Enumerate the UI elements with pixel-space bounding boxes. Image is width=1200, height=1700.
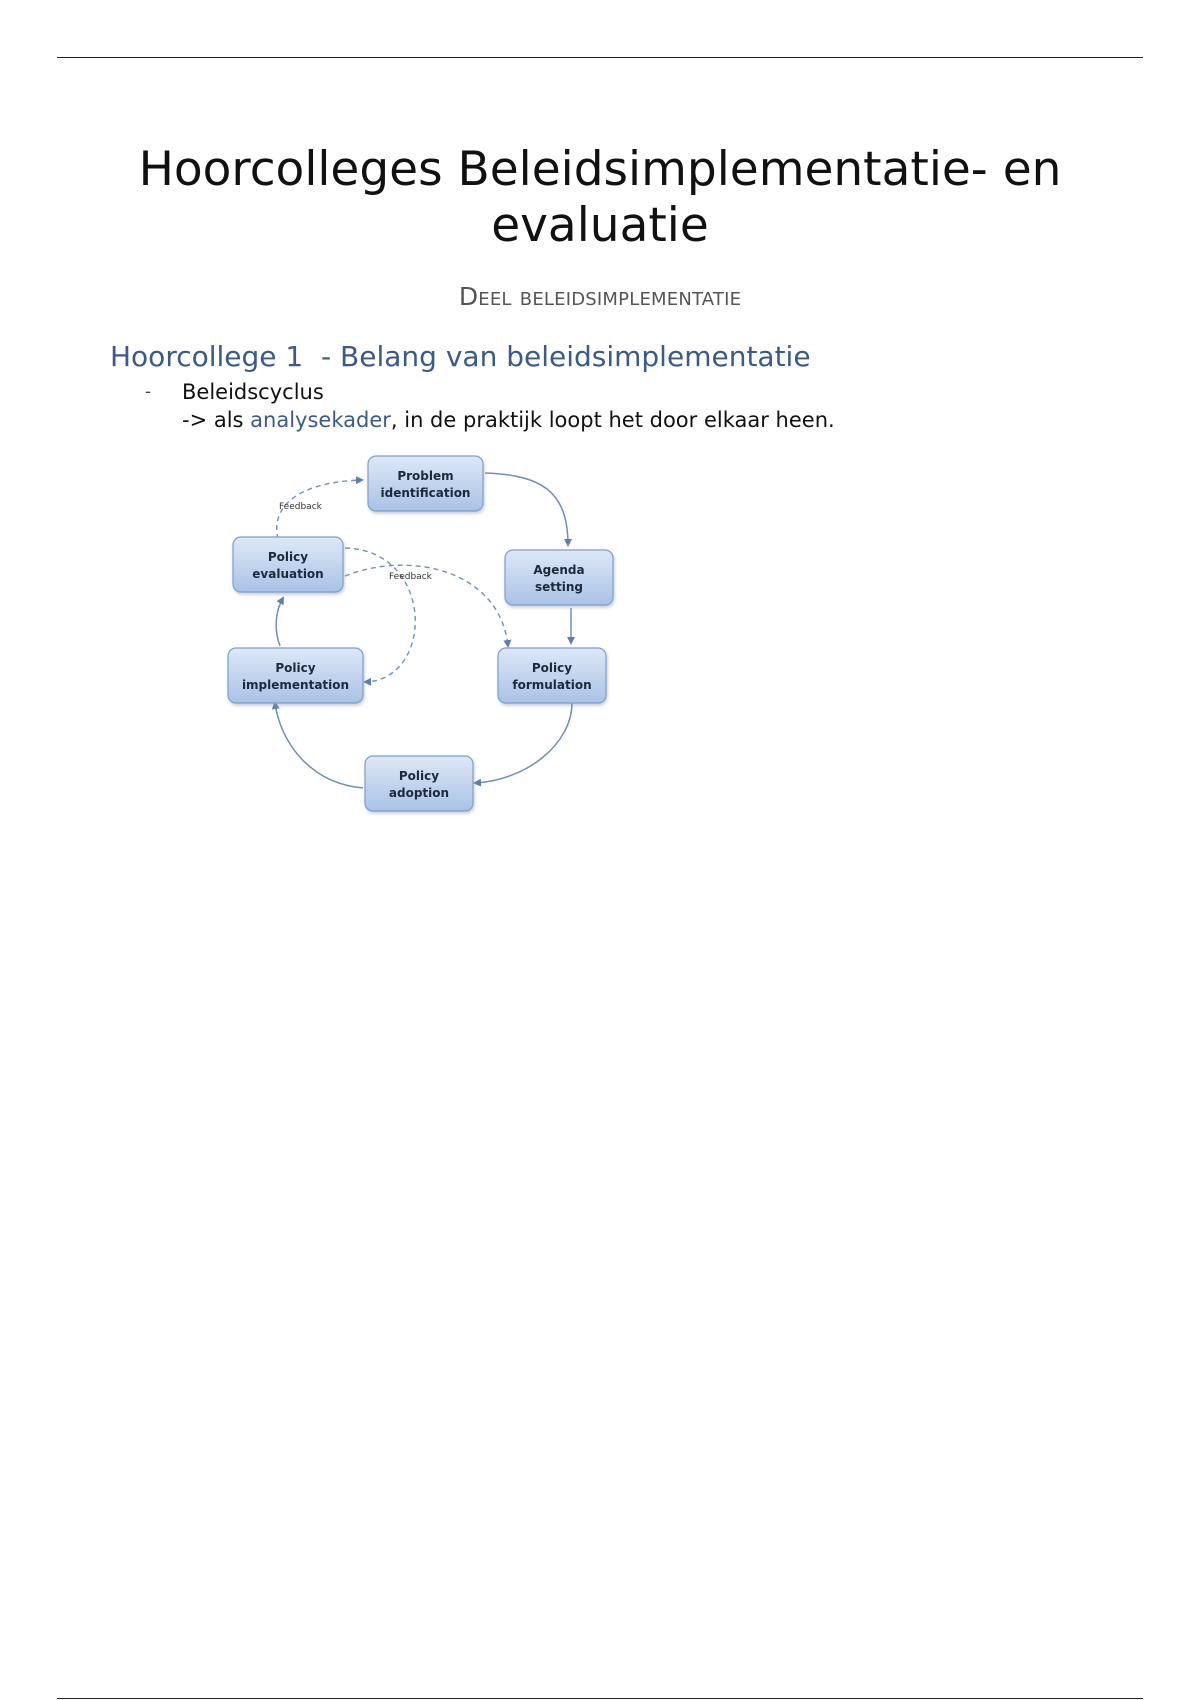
- node-label: Agenda: [533, 563, 585, 577]
- node-label: Policy: [267, 550, 309, 564]
- bullet-subline: [182, 406, 835, 434]
- top-rule: [57, 57, 1143, 58]
- node-label: implementation: [241, 678, 350, 692]
- arrow-adoption-to-implementation: [275, 703, 363, 788]
- document-title: Hoorcolleges Beleidsimplementatie- en evaluatie: [138, 142, 1062, 253]
- feedback-label-2: Feedback: [389, 572, 432, 582]
- node-label: evaluation: [252, 567, 324, 581]
- node-label: Problem: [397, 469, 454, 483]
- node-label: formulation: [512, 678, 592, 692]
- node-label: identification: [380, 486, 471, 500]
- node-label: Policy: [531, 661, 573, 675]
- node-problem-identification: [368, 456, 483, 511]
- node-label: Policy: [275, 661, 316, 675]
- node-label: Policy: [398, 769, 440, 783]
- section-heading: Hoorcollege 1 - Belang van beleidsimplementatie: [110, 340, 811, 373]
- subline-prefix: -> als: [182, 408, 251, 432]
- node-policy-formulation: [498, 648, 606, 703]
- highlight-term: analysekader: [250, 408, 391, 432]
- feedback-label-1: Feedback: [279, 502, 322, 512]
- node-policy-implementation: [228, 648, 363, 703]
- node-policy-evaluation: [233, 537, 343, 592]
- bullet-marker: -: [145, 382, 152, 402]
- node-policy-adoption: [365, 756, 473, 811]
- arrow-problem-to-agenda: [485, 473, 568, 545]
- arrow-formulation-to-adoption: [475, 703, 572, 783]
- subline-suffix: , in de praktijk loopt het door elkaar heen.: [390, 408, 835, 432]
- node-label: setting: [535, 580, 583, 594]
- policy-cycle-diagram: [210, 450, 670, 820]
- node-label: adoption: [388, 786, 450, 800]
- document-subtitle: Deel beleidsimplementatie: [458, 282, 742, 311]
- node-agenda-setting: [505, 550, 613, 605]
- bottom-rule: [57, 1698, 1143, 1699]
- arrow-implementation-to-evaluation: [276, 598, 283, 646]
- bullet-text: Beleidscyclus: [182, 380, 324, 404]
